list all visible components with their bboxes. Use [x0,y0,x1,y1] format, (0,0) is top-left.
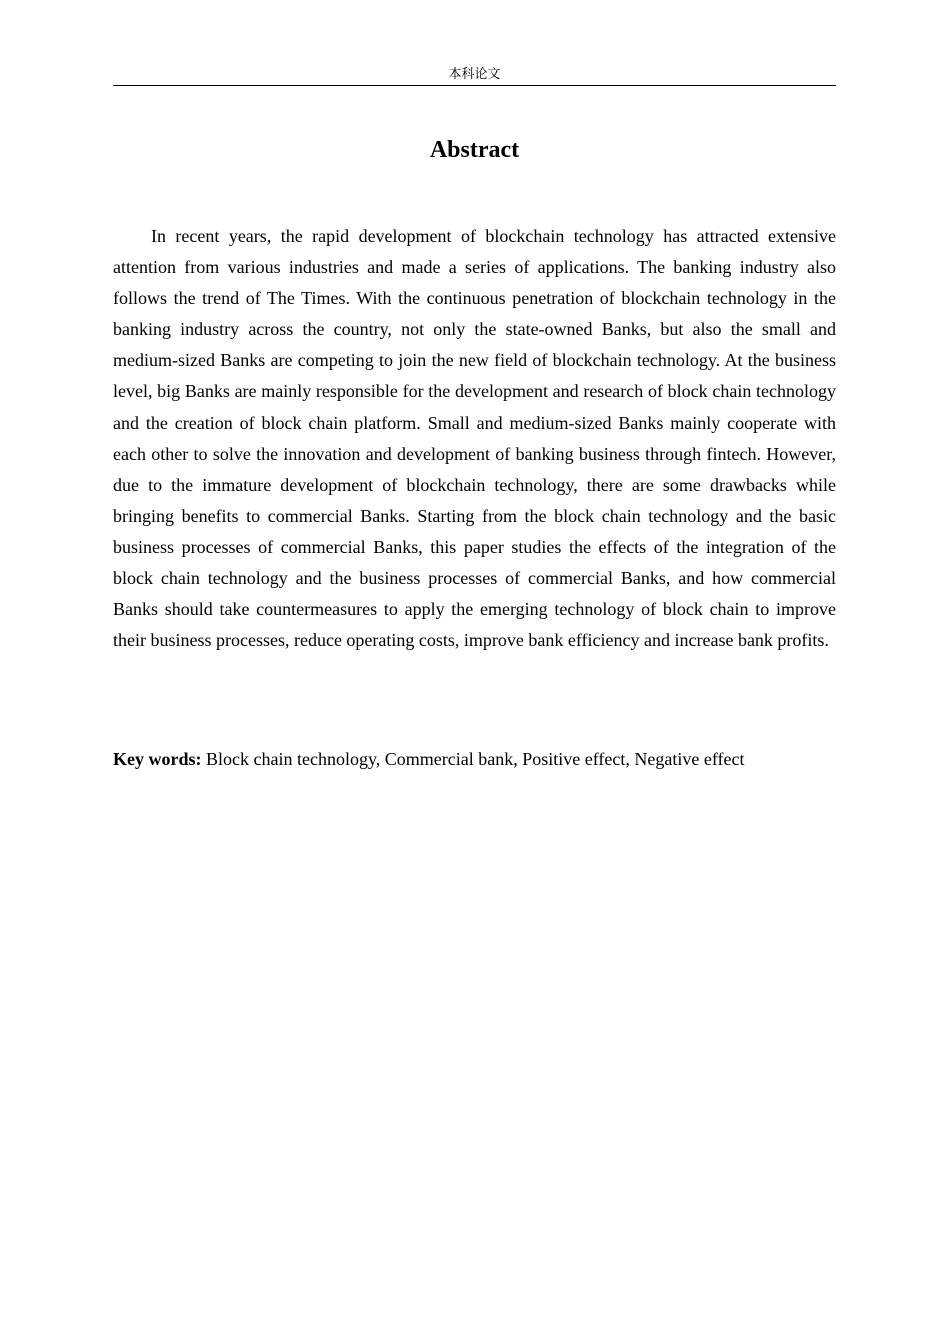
running-header: 本科论文 [448,67,501,82]
keywords-label: Key words: [113,749,202,769]
abstract-paragraph: In recent years, the rapid development of blockchain technology has attracted extensive attention from various industries and made a series of applications. The banking industry also follows the trend of The Times. With the continuous penetration of blockchain technology in the banking industry across the country, not only the state-owned Banks, but also the small and medium-sized Banks are competing to join the new field of blockchain technology. At the business level, big Banks are mainly responsible for the development and research of block chain technology and the creation of block chain platform. Small and medium-sized Banks mainly cooperate with each other to solve the innovation and development of banking business through fintech. However, due to the immature development of blockchain technology, there are some drawbacks while bringing benefits to commercial Banks. Starting from the block chain technology and the basic business processes of commercial Banks, this paper studies the effects of the integration of the block chain technology and the business processes of commercial Banks, and how commercial Banks should take countermeasures to apply the emerging technology of block chain to improve their business processes, reduce operating costs, improve bank efficiency and increase bank profits. [113,226,836,651]
abstract-title: Abstract [429,137,520,163]
keywords-value: Block chain technology, Commercial bank, Positive effect, Negative effect [201,749,745,769]
header-rule [113,85,836,86]
keywords-line [113,744,836,775]
